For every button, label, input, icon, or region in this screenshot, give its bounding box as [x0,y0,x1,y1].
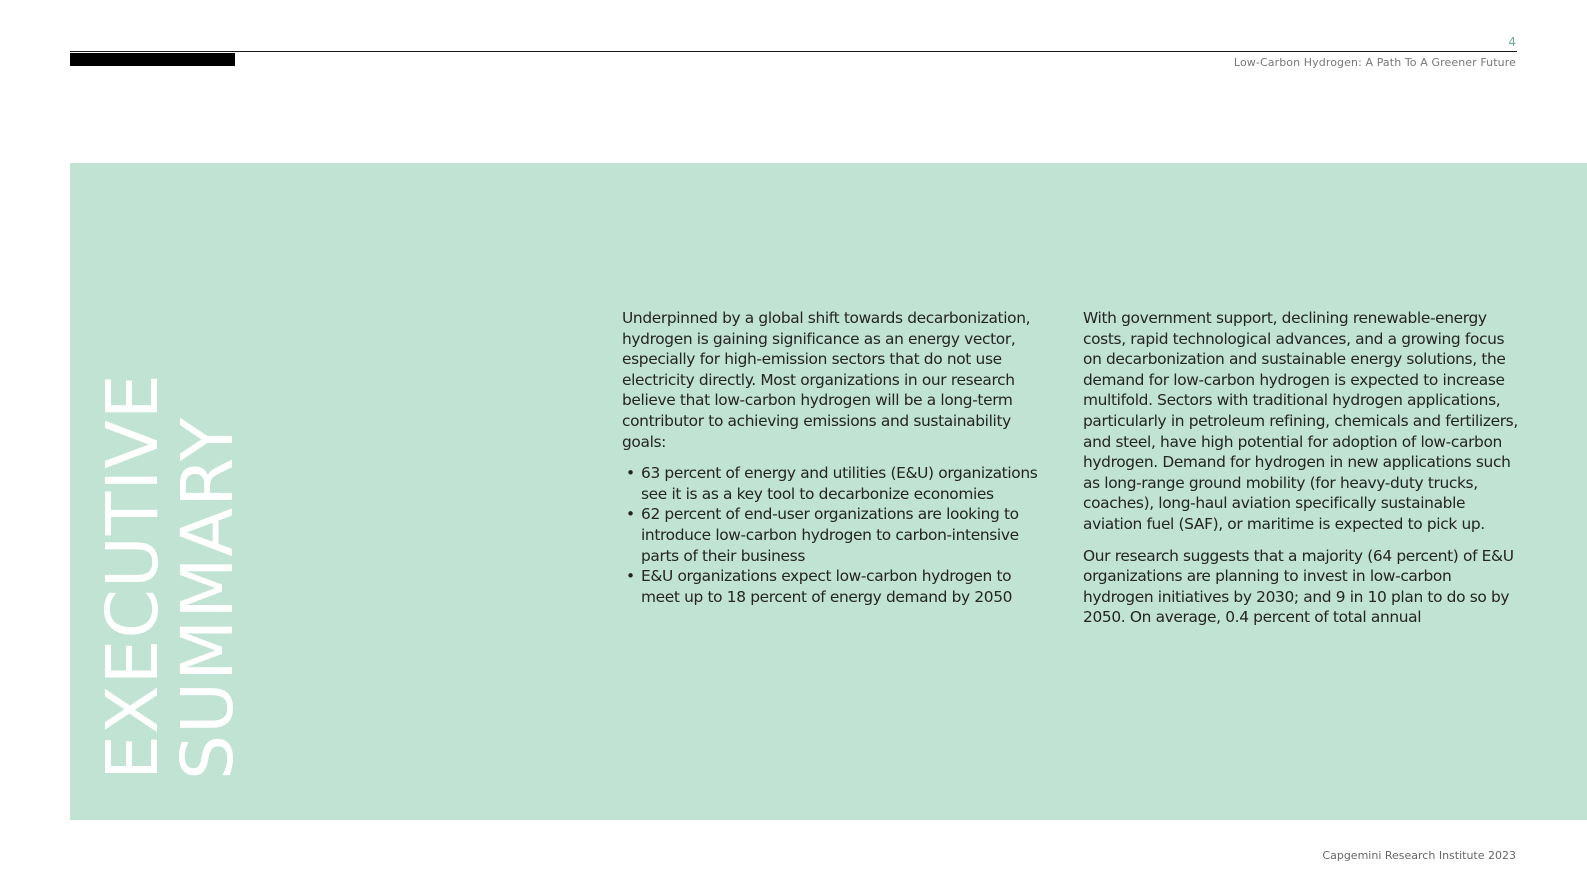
section-title [91,360,249,780]
footer-credit: Capgemini Research Institute 2023 [1322,849,1516,862]
header-accent-bar [70,53,235,66]
list-item: • 62 percent of end-user organizations are looking to introduce low-carbon hydrogen to carbon-intensive parts of their business [622,504,1052,566]
body-paragraph: With government support, declining renewable-energy costs, rapid technological advances, and a growing focus on decarbonization and sustainable energy solutions, the demand for low-carbon hydrogen is expected to increase multifold. Sectors with traditional hydrogen applications, particularly in petroleum refining, chemicals and fertilizers, and steel, have high potential for adoption of low-carbon hydrogen. Demand for hydrogen in new applications such as long-range ground mobility (for heavy-duty trucks, coaches), long-haul aviation specifically sustainable aviation fuel (SAF), or maritime is expected to pick up. [1083,309,1518,533]
text-column-right [1083,308,1523,639]
page-number: 4 [1508,35,1516,49]
list-item: • E&U organizations expect low-carbon hydrogen to meet up to 18 percent of energy demand by 2050 [622,566,1052,607]
body-paragraph: Our research suggests that a majority (64 percent) of E&U organizations are planning to invest in low-carbon hydrogen initiatives by 2030; and 9 in 10 plan to do so by 2050. On average, 0.4 percent of total annual [1083,546,1514,627]
header-rule [70,51,1517,52]
intro-paragraph: Underpinned by a global shift towards decarbonization, hydrogen is gaining significance as an energy vector, especially for high-emission sectors that do not use electricity directly. Most organizations in our research believe that low-carbon hydrogen will be a long-term contributor to achieving emissions and sustainability goals: [622,309,1031,451]
list-item: • 63 percent of energy and utilities (E&U) organizations see it is as a key tool to decarbonize economies [622,463,1052,504]
running-title: Low-Carbon Hydrogen: A Path To A Greener Future [1233,56,1516,69]
key-findings-list [622,463,1052,607]
section-title-line-2: SUMMARY [166,416,249,780]
text-column-left [622,308,1052,607]
section-title-line-1: EXECUTIVE [91,373,174,780]
